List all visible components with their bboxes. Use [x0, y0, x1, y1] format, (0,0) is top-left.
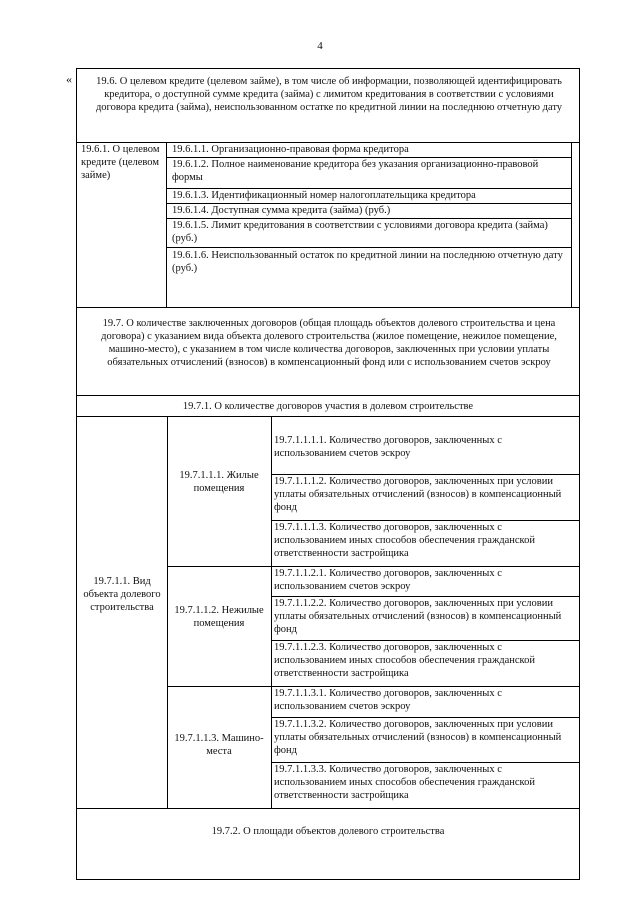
- field-19-6-1-3: 19.6.1.3. Идентификационный номер налогоплательщика кредитора: [172, 190, 476, 201]
- group-residential-label: 19.7.1.1.1. Жилые помещения: [179, 470, 259, 494]
- field-19-7-1-1-2-2: 19.7.1.1.2.2. Количество договоров, заключенных при условии уплаты обязательных отчислений (взносов) в компенсационный фонд: [274, 598, 562, 635]
- field-19-7-1-1-3-2: 19.7.1.1.3.2. Количество договоров, заключенных при условии уплаты обязательных отчислений (взносов) в компенсационный фонд: [274, 719, 562, 756]
- divider: [167, 416, 168, 808]
- divider: [77, 395, 579, 396]
- field-19-6-1-4: 19.6.1.4. Доступная сумма кредита (займа) (руб.): [172, 205, 391, 216]
- section-19-7-1-heading: 19.7.1. О количестве договоров участия в долевом строительстве: [182, 401, 474, 412]
- divider: [166, 247, 571, 248]
- group-non-residential-label: 19.7.1.1.2. Нежилые помещения: [174, 605, 264, 629]
- divider: [571, 142, 572, 307]
- opening-quote-mark: «: [66, 72, 72, 86]
- field-19-6-1-2: 19.6.1.2. Полное наименование кредитора без указания организационно-правовой формы: [172, 159, 539, 183]
- section-19-7-2-heading: 19.7.2. О площади объектов долевого строительства: [211, 826, 445, 837]
- field-19-6-1-1: 19.6.1.1. Организационно-правовая форма кредитора: [172, 144, 409, 155]
- page-number: 4: [317, 40, 323, 52]
- field-19-7-1-1-3-3: 19.7.1.1.3.3. Количество договоров, заключенных с использованием иных способов обеспечения гражданской ответственности застройщика: [274, 764, 535, 801]
- divider: [167, 686, 271, 687]
- divider: [77, 307, 579, 308]
- field-19-6-1-5: 19.6.1.5. Лимит кредитования в соответствии с условиями договора кредита (займа) (руб.): [172, 220, 548, 244]
- field-19-7-1-1-1-3: 19.7.1.1.1.3. Количество договоров, заключенных с использованием иных способов обеспечения гражданской ответственности застройщика: [274, 522, 535, 559]
- divider: [167, 566, 271, 567]
- section-19-7-1-1-label: 19.7.1.1. Вид объекта долевого строительства: [83, 576, 161, 613]
- field-19-7-1-1-2-3: 19.7.1.1.2.3. Количество договоров, заключенных с использованием иных способов обеспечения гражданской ответственности застройщика: [274, 642, 535, 679]
- field-19-7-1-1-1-2: 19.7.1.1.1.2. Количество договоров, заключенных при условии уплаты обязательных отчислений (взносов) в компенсационный фонд: [274, 476, 562, 513]
- divider: [77, 808, 579, 809]
- disclosure-table: [76, 68, 580, 880]
- section-19-6-1-label: 19.6.1. О целевом кредите (целевом займе): [81, 144, 160, 181]
- divider: [166, 142, 167, 307]
- divider: [77, 416, 579, 417]
- field-19-6-1-6: 19.6.1.6. Неиспользованный остаток по кредитной линии на последнюю отчетную дату (руб.): [172, 250, 563, 274]
- section-19-7-heading: 19.7. О количестве заключенных договоров (общая площадь объектов долевого строительства и цена договора) с указанием вида объекта долевого строительства (жилое помещение, нежилое помещение, машино-место), с указанием в том числе количества договоров, заключенных при условии уплаты обязательных отчислений (взносов) в компенсационный фонд или с использованием счетов эскроу: [101, 318, 557, 368]
- group-parking-label: 19.7.1.1.3. Машино-места: [174, 733, 264, 757]
- field-19-7-1-1-1-1: 19.7.1.1.1.1. Количество договоров, заключенных с использованием счетов эскроу: [274, 435, 502, 459]
- section-19-6-heading: 19.6. О целевом кредите (целевом займе), в том числе об информации, позволяющей идентифицировать кредитора, о доступной сумме кредита (займа) с лимитом кредитования в соответствии с условиями договора кредита (займа), неиспользованном остатке по кредитной линии на последнюю отчетную дату: [95, 76, 563, 113]
- field-19-7-1-1-2-1: 19.7.1.1.2.1. Количество договоров, заключенных с использованием счетов эскроу: [274, 568, 502, 592]
- field-19-7-1-1-3-1: 19.7.1.1.3.1. Количество договоров, заключенных с использованием счетов эскроу: [274, 688, 502, 712]
